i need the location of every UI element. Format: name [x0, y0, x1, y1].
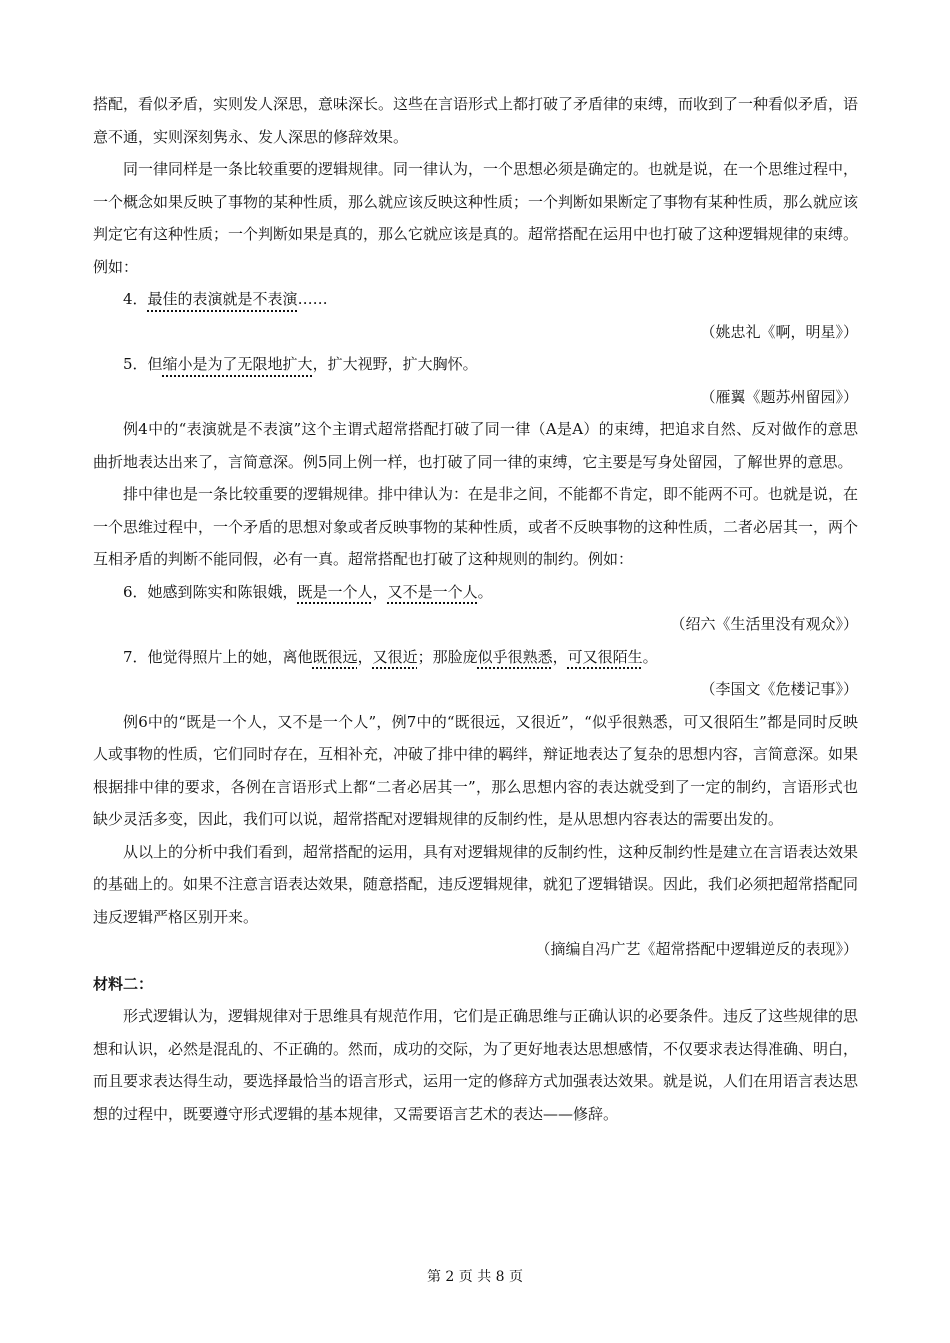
- example-5-emphasis: 缩小是为了无限地扩大: [162, 355, 313, 373]
- paragraph-conclusion: 从以上的分析中我们看到，超常搭配的运用，具有对逻辑规律的反制约性，这种反制约性是建立在言语表达效果的基础上的。如果不注意言语表达效果，随意搭配，违反逻辑规律，就犯了逻辑错误。因此，我们必须把超常搭配同违反逻辑严格区别开来。: [93, 842, 859, 926]
- example-4: 4．最佳的表演就是不表演……: [123, 290, 328, 308]
- example-7-source: （李国文《危楼记事》）: [700, 680, 858, 698]
- paragraph-material-2: 形式逻辑认为，逻辑规律对于思维具有规范作用，它们是正确思维与正确认识的必要条件。违反了这些规律的思想和认识，必然是混乱的、不正确的。然而，成功的交际，为了更好地表达思想感情，不仅要求表达得准确、明白，而且要求表达得生动，要选择最恰当的语言形式，运用一定的修辞方式加强表达效果。就是说，人们在用语言表达思想的过程中，既要遵守形式逻辑的基本规律，又需要语言艺术的表达——修辞。: [93, 1007, 859, 1123]
- example-7-emphasis-4: 可又很陌生: [567, 647, 643, 666]
- material-1-source: （摘编自冯广艺《超常搭配中逻辑逆反的表现》）: [535, 940, 858, 958]
- example-7-emphasis-1: 既很远: [312, 647, 358, 666]
- example-4-emphasis: 最佳的表演就是不表演: [147, 290, 298, 308]
- example-5-source: （雁翼《题苏州留园》）: [700, 387, 858, 406]
- example-6-emphasis-1: 既是一个人: [297, 582, 373, 601]
- example-6-emphasis-2: 又不是一个人: [387, 582, 478, 601]
- paragraph-example-4-5-analysis: 例4中的“表演就是不表演”这个主谓式超常搭配打破了同一律（A是A）的束缚，把追求自然、反对做作的意思曲折地表达出来了，言简意深。例5同上例一样，也打破了同一律的束缚，它主要是写身处留园，了解世界的意思。: [93, 420, 858, 471]
- page-footer: 第 2 页 共 8 页: [426, 1269, 524, 1285]
- example-7-emphasis-3: 似乎很熟悉: [477, 647, 553, 666]
- example-5: 5．但缩小是为了无限地扩大，扩大视野，扩大胸怀。: [123, 355, 478, 373]
- paragraph-identity-law: 同一律同样是一条比较重要的逻辑规律。同一律认为，一个思想必须是确定的。也就是说，在一个思维过程中，一个概念如果反映了事物的某种性质，那么就应该反映这种性质；一个判断如果断定了事物有某种性质，那么就应该判定它有这种性质；一个判断如果是真的，那么它就应该是真的。超常搭配在运用中也打破了这种逻辑规律的束缚。例如：: [93, 160, 859, 276]
- example-6-source: （绍六《生活里没有观众》）: [670, 615, 858, 633]
- document-body: [93, 88, 858, 1130]
- example-6: 6．她感到陈实和陈银娥，既是一个人，又不是一个人。: [123, 582, 493, 601]
- example-7: 7．他觉得照片上的她，离他既很远，又很近；那脸庞似乎很熟悉，可又很陌生。: [123, 647, 658, 666]
- paragraph-example-6-7-analysis: 例6中的“既是一个人，又不是一个人”，例7中的“既很远，又很近”，“似乎很熟悉，可又很陌生”都是同时反映人或事物的性质，它们同时存在，互相补充，冲破了排中律的羁绊，辩证地表达了复杂的思想内容，言简意深。如果根据排中律的要求，各例在言语形式上都“二者必居其一”，那么思想内容的表达就受到了一定的制约，言语形式也缺少灵活多变，因此，我们可以说，超常搭配对逻辑规律的反制约性，是从思想内容表达的需要出发的。: [93, 712, 859, 828]
- paragraph-excluded-middle-law: 排中律也是一条比较重要的逻辑规律。排中律认为：在是非之间，不能都不肯定，即不能两不可。也就是说，在一个思维过程中，一个矛盾的思想对象或者反映事物的某种性质，或者不反映事物的这种性质，二者必居其一，两个互相矛盾的判断不能同假，必有一真。超常搭配也打破了这种规则的制约。例如：: [93, 485, 859, 568]
- material-2-heading: 材料二：: [93, 974, 154, 993]
- example-7-emphasis-2: 又很近: [372, 647, 418, 666]
- paragraph-contradiction-end: 搭配，看似矛盾，实则发人深思，意味深长。这些在言语形式上都打破了矛盾律的束缚，而收到了一种看似矛盾，语意不通，实则深刻隽永、发人深思的修辞效果。: [93, 95, 859, 146]
- example-4-source: （姚忠礼《啊，明星》）: [700, 322, 858, 341]
